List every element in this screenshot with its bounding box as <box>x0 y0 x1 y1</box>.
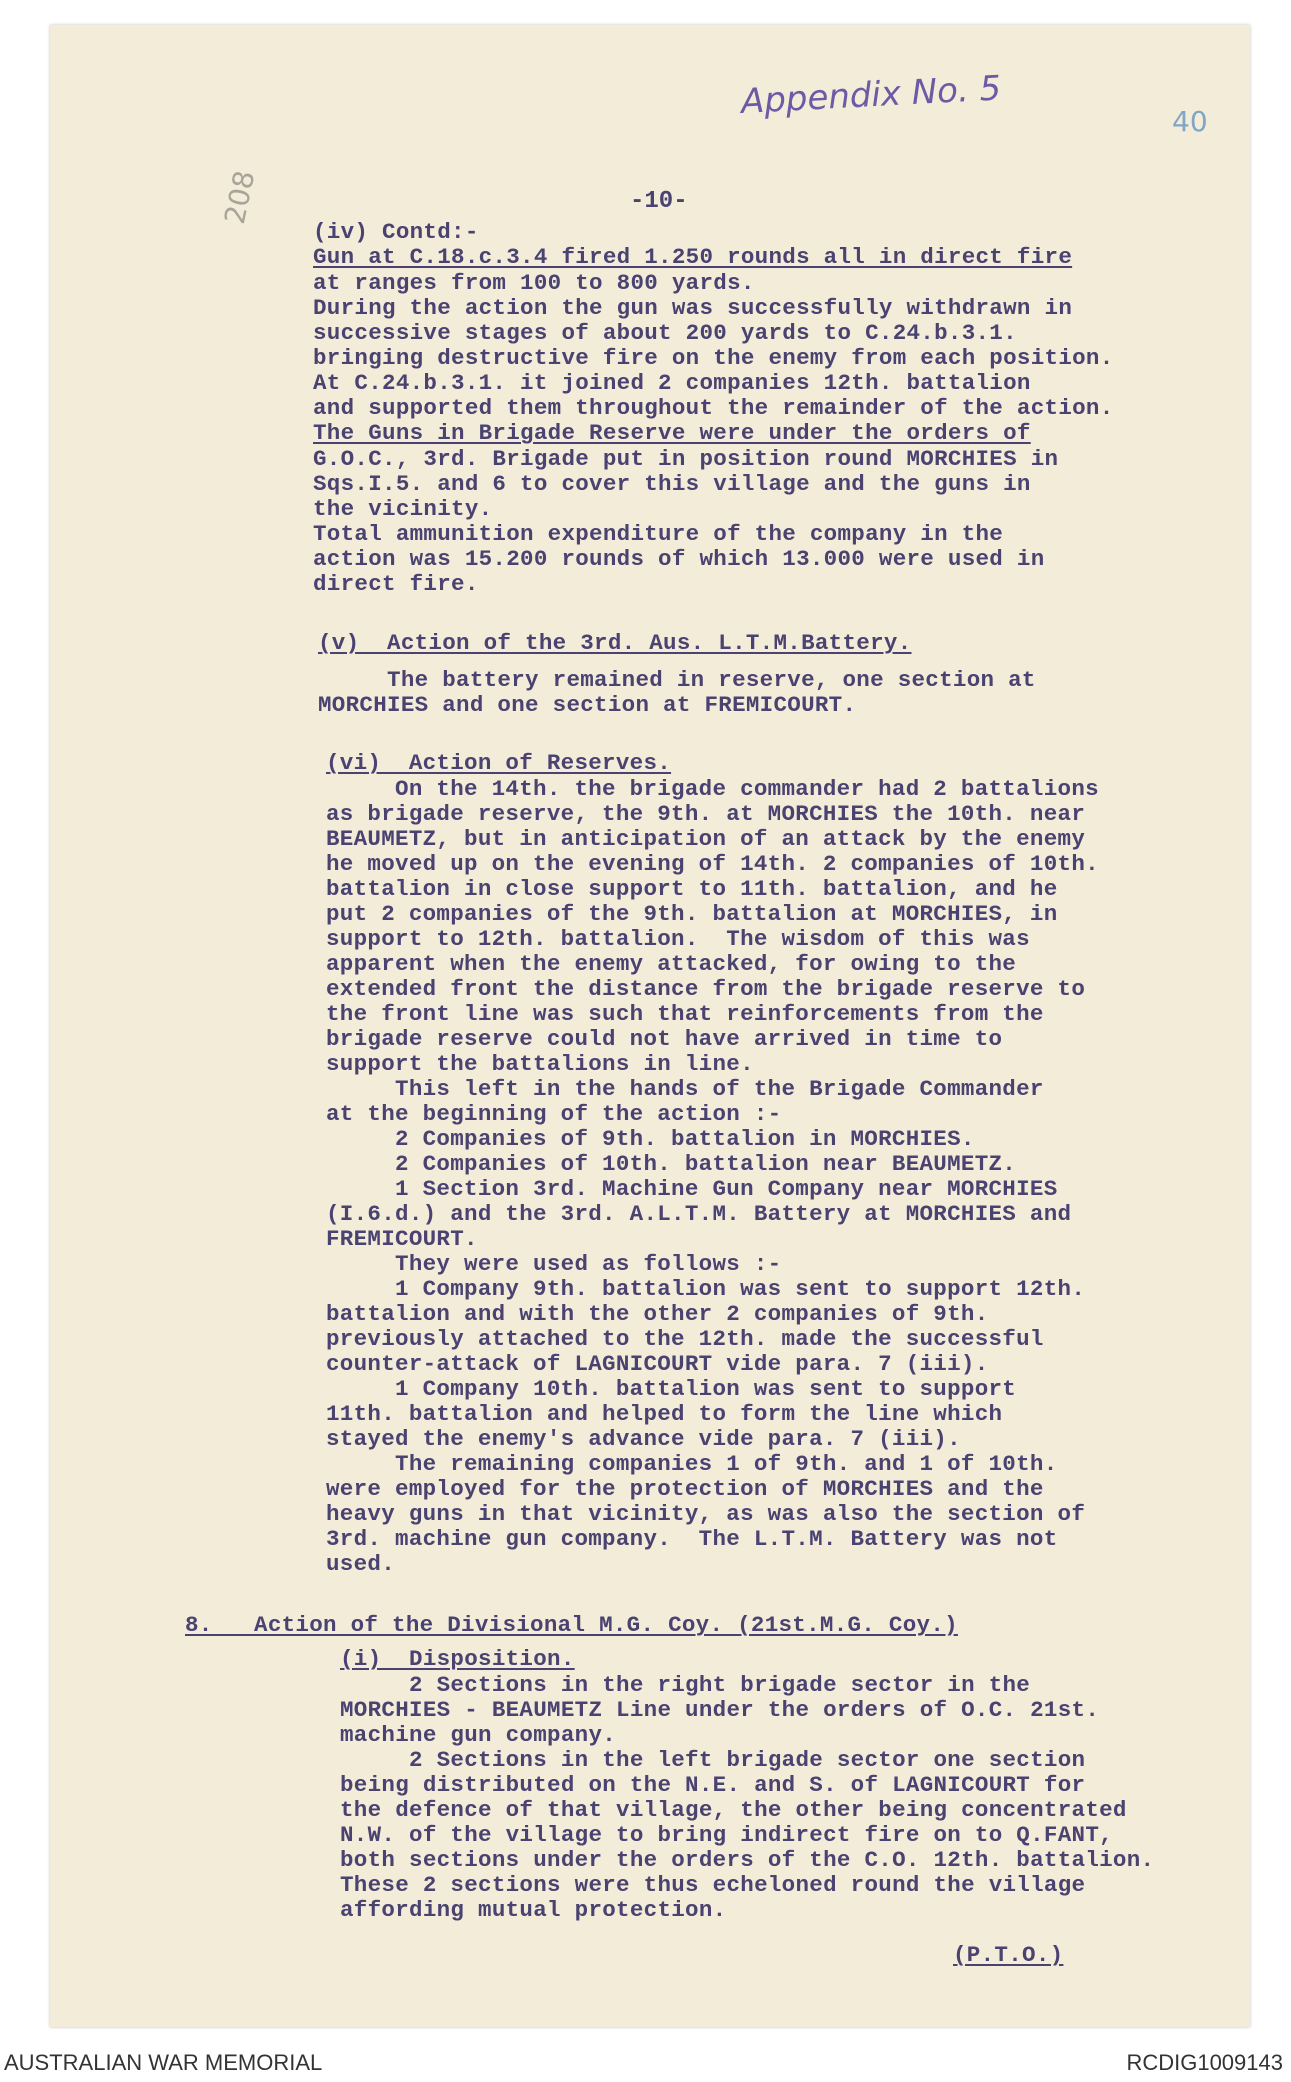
section-heading: (vi) Action of Reserves. <box>326 750 672 776</box>
text-line: The remaining companies 1 of 9th. and 1 of 10th. <box>326 1451 1058 1477</box>
page-number: -10- <box>630 188 688 215</box>
text-line: heavy guns in that vicinity, as was also the section of <box>326 1501 1086 1527</box>
text-line: direct fire. <box>313 571 479 597</box>
text-line: They were used as follows :- <box>326 1251 782 1277</box>
text-line: G.O.C., 3rd. Brigade put in position round MORCHIES in <box>313 446 1059 472</box>
text-line: FREMICOURT. <box>326 1226 478 1252</box>
text-line: he moved up on the evening of 14th. 2 companies of 10th. <box>326 851 1099 877</box>
text-line: 2 Companies of 10th. battalion near BEAUMETZ. <box>326 1151 1017 1177</box>
text-line: both sections under the orders of the C.O. 12th. battalion. <box>340 1847 1155 1873</box>
text-line: machine gun company. <box>340 1722 617 1748</box>
text-line: the defence of that village, the other being concentrated <box>340 1797 1127 1823</box>
text-line: The Guns in Brigade Reserve were under the orders of <box>313 420 1031 446</box>
text-line: 3rd. machine gun company. The L.T.M. Battery was not <box>326 1526 1058 1552</box>
text-line: At C.24.b.3.1. it joined 2 companies 12th. battalion <box>313 370 1031 396</box>
text-line: 1 Company 10th. battalion was sent to support <box>326 1376 1017 1402</box>
text-line: at ranges from 100 to 800 yards. <box>313 270 755 296</box>
text-line: (iv) Contd:- <box>313 219 479 245</box>
section-heading: (v) Action of the 3rd. Aus. L.T.M.Battery. <box>318 630 912 656</box>
subsection-heading: (i) Disposition. <box>340 1646 575 1672</box>
handwritten-folio-number: 40 <box>1172 105 1208 138</box>
text-line: These 2 sections were thus echeloned round the village <box>340 1872 1086 1898</box>
text-line: 2 Companies of 9th. battalion in MORCHIES. <box>326 1126 975 1152</box>
text-line: bringing destructive fire on the enemy from each position. <box>313 345 1114 371</box>
text-line: being distributed on the N.E. and S. of LAGNICOURT for <box>340 1772 1086 1798</box>
text-line: put 2 companies of the 9th. battalion at MORCHIES, in <box>326 901 1058 927</box>
handwritten-appendix-label: Appendix No. 5 <box>740 68 1003 122</box>
text-line: 1 Company 9th. battalion was sent to support 12th. <box>326 1276 1086 1302</box>
text-line: and supported them throughout the remainder of the action. <box>313 395 1114 421</box>
archive-id: RCDIG1009143 <box>1126 2050 1283 2075</box>
text-line: 2 Sections in the left brigade sector one section <box>340 1747 1086 1773</box>
text-line: N.W. of the village to bring indirect fire on to Q.FANT, <box>340 1822 1113 1848</box>
text-line: MORCHIES - BEAUMETZ Line under the orders of O.C. 21st. <box>340 1697 1100 1723</box>
text-line: battalion in close support to 11th. battalion, and he <box>326 876 1058 902</box>
text-line: successive stages of about 200 yards to C.24.b.3.1. <box>313 320 1017 346</box>
section-heading: 8. Action of the Divisional M.G. Coy. (21st.M.G. Coy.) <box>185 1612 958 1638</box>
text-line: apparent when the enemy attacked, for owing to the <box>326 951 1017 977</box>
text-line: action was 15.200 rounds of which 13.000 were used in <box>313 546 1045 572</box>
text-line: BEAUMETZ, but in anticipation of an attack by the enemy <box>326 826 1086 852</box>
text-line: MORCHIES and one section at FREMICOURT. <box>318 692 857 718</box>
archive-footer <box>0 2042 1291 2082</box>
text-line: battalion and with the other 2 companies of 9th. <box>326 1301 989 1327</box>
text-line: Gun at C.18.c.3.4 fired 1.250 rounds all in direct fire <box>313 244 1073 270</box>
text-line: stayed the enemy's advance vide para. 7 (iii). <box>326 1426 961 1452</box>
text-line: at the beginning of the action :- <box>326 1101 782 1127</box>
text-line: used. <box>326 1551 396 1577</box>
text-line: support to 12th. battalion. The wisdom of this was <box>326 926 1030 952</box>
text-line: During the action the gun was successfully withdrawn in <box>313 295 1073 321</box>
text-line: affording mutual protection. <box>340 1897 727 1923</box>
text-line: 2 Sections in the right brigade sector in the <box>340 1672 1031 1698</box>
text-line: This left in the hands of the Brigade Commander <box>326 1076 1044 1102</box>
text-line: (I.6.d.) and the 3rd. A.L.T.M. Battery at MORCHIES and <box>326 1201 1072 1227</box>
text-line: Total ammunition expenditure of the company in the <box>313 521 1004 547</box>
text-line: 11th. battalion and helped to form the line which <box>326 1401 1003 1427</box>
handwritten-side-number: 208 <box>218 167 262 227</box>
text-line: as brigade reserve, the 9th. at MORCHIES the 10th. near <box>326 801 1086 827</box>
archive-name: AUSTRALIAN WAR MEMORIAL <box>4 2050 323 2075</box>
text-line: extended front the distance from the brigade reserve to <box>326 976 1086 1002</box>
text-line: Sqs.I.5. and 6 to cover this village and the guns in <box>313 471 1031 497</box>
text-line: On the 14th. the brigade commander had 2 battalions <box>326 776 1099 802</box>
text-line: 1 Section 3rd. Machine Gun Company near MORCHIES <box>326 1176 1058 1202</box>
text-line: counter-attack of LAGNICOURT vide para. 7 (iii). <box>326 1351 989 1377</box>
text-line: the front line was such that reinforcements from the <box>326 1001 1044 1027</box>
text-line: support the battalions in line. <box>326 1051 754 1077</box>
text-line: were employed for the protection of MORCHIES and the <box>326 1476 1044 1502</box>
text-line: previously attached to the 12th. made the successful <box>326 1326 1044 1352</box>
text-line: The battery remained in reserve, one section at <box>318 667 1036 693</box>
pto-note: (P.T.O.) <box>953 1942 1064 1968</box>
text-line: brigade reserve could not have arrived in time to <box>326 1026 1003 1052</box>
text-line: the vicinity. <box>313 496 493 522</box>
